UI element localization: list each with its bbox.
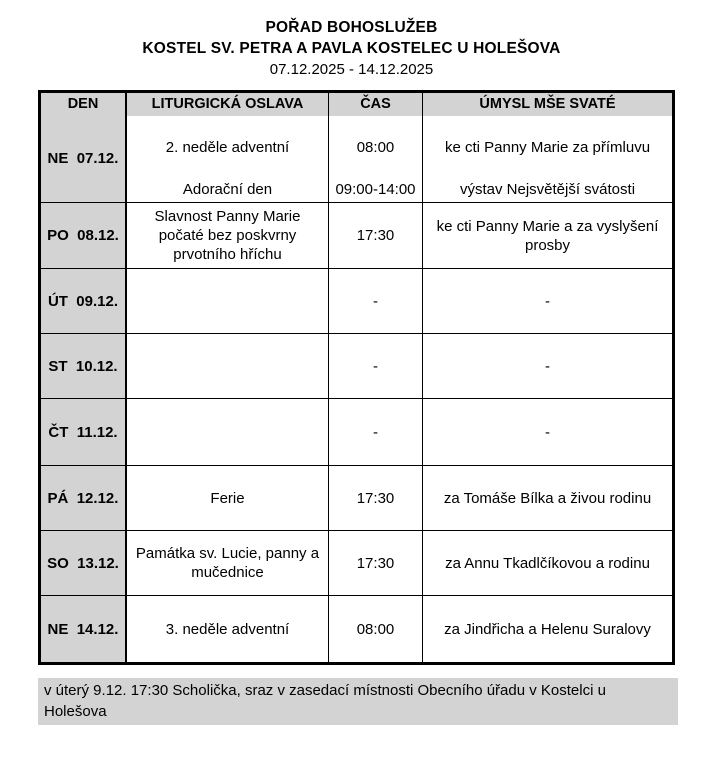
intention-cell: za Tomáše Bílka a živou rodinu <box>443 489 652 507</box>
intention-cell: - <box>545 357 550 375</box>
time-cell: 17:30 <box>329 203 423 268</box>
celebration-cell <box>127 114 329 202</box>
col-header-day: DEN <box>41 93 127 116</box>
time-cell: - <box>329 269 423 333</box>
day-cell: ÚT 09.12. <box>41 269 127 333</box>
schedule-table <box>38 90 675 665</box>
time-cell: - <box>329 399 423 465</box>
col-header-celebration: LITURGICKÁ OSLAVA <box>127 93 329 116</box>
intention-cell: za Annu Tkadlčíkovou a rodinu <box>445 554 650 572</box>
day-cell: SO 13.12. <box>41 531 127 595</box>
table-header-row <box>41 93 672 114</box>
celebration-cell: 3. neděle adventní <box>127 596 329 662</box>
celebration-cell <box>127 334 329 398</box>
celebration-secondary: Adorační den <box>182 181 273 198</box>
table-row <box>41 269 672 334</box>
table-row <box>41 399 672 466</box>
col-header-intention: ÚMYSL MŠE SVATÉ <box>423 93 672 116</box>
time-cell <box>329 114 423 202</box>
celebration-cell <box>127 269 329 333</box>
day-cell: NE 07.12. <box>41 114 127 202</box>
table-row <box>41 531 672 596</box>
time-secondary: 09:00-14:00 <box>335 181 416 198</box>
celebration-cell: Ferie <box>127 466 329 530</box>
day-cell: NE 14.12. <box>41 596 127 662</box>
time-cell: 17:30 <box>329 466 423 530</box>
date-range: 07.12.2025 - 14.12.2025 <box>269 61 434 78</box>
intention-cell: - <box>545 423 550 441</box>
celebration-cell <box>127 399 329 465</box>
intention-secondary: výstav Nejsvětější svátosti <box>459 181 636 198</box>
celebration-primary: 2. neděle adventní <box>165 138 290 156</box>
col-header-time: ČAS <box>329 93 423 116</box>
intention-cell: - <box>545 292 550 310</box>
intention-cell <box>423 114 672 202</box>
document-title: POŘAD BOHOSLUŽEB <box>265 19 438 36</box>
table-row <box>41 466 672 531</box>
intention-cell: ke cti Panny Marie a za vyslyšení prosby <box>436 217 659 254</box>
table-row <box>41 203 672 269</box>
celebration-cell: Památka sv. Lucie, panny a mučednice <box>127 531 329 595</box>
time-primary: 08:00 <box>356 138 395 156</box>
celebration-cell: Slavnost Panny Marie počaté bez poskvrny prvotního hříchu <box>127 203 329 268</box>
intention-primary: ke cti Panny Marie za přímluvu <box>444 138 651 156</box>
footer-note: v úterý 9.12. 17:30 Scholička, sraz v zasedací místnosti Obecního úřadu v Kostelci u Holešova <box>38 678 678 725</box>
day-cell: PÁ 12.12. <box>41 466 127 530</box>
table-row <box>41 596 672 662</box>
time-cell: 08:00 <box>329 596 423 662</box>
title-block <box>0 0 703 81</box>
day-cell: ČT 11.12. <box>41 399 127 465</box>
time-cell: 17:30 <box>329 531 423 595</box>
table-row <box>41 334 672 399</box>
day-cell: ST 10.12. <box>41 334 127 398</box>
day-cell: PO 08.12. <box>41 203 127 268</box>
intention-cell: za Jindřicha a Helenu Suralovy <box>444 620 651 638</box>
church-name: KOSTEL SV. PETRA A PAVLA KOSTELEC U HOLEŠOVA <box>142 40 561 57</box>
time-cell: - <box>329 334 423 398</box>
table-row <box>41 114 672 203</box>
